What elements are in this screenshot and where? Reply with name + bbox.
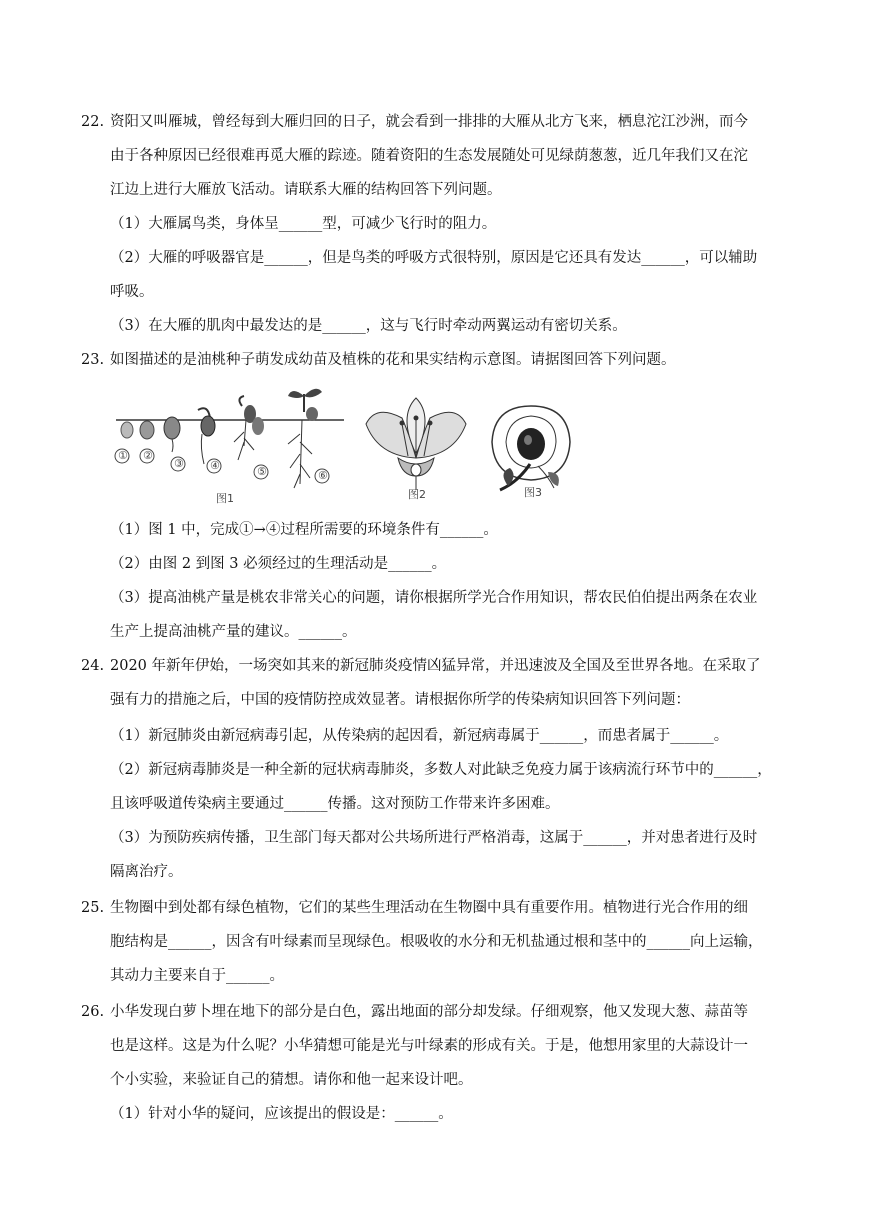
question-number: 24.	[81, 658, 105, 674]
question-stem-line: 由于各种原因已经很难再觅大雁的踪迹。随着资阳的生态发展随处可见绿荫葱葱，近几年我们又在沱	[110, 148, 748, 164]
figure-1-label-1: ①	[118, 449, 128, 462]
sub-question-1: （1）图 1 中，完成①→④过程所需要的环境条件有______。	[110, 522, 498, 538]
question-stem-line: 其动力主要来自于______。	[110, 968, 284, 984]
figure-1-label-4: ④	[210, 459, 220, 472]
sub-question-2: （2）新冠病毒肺炎是一种全新的冠状病毒肺炎，多数人对此缺乏免疫力属于该病流行环节中的______，	[110, 762, 772, 778]
figure-1-label-5: ⑤	[257, 465, 267, 478]
question-number: 25.	[81, 900, 105, 916]
figure-1-label-2: ②	[143, 449, 153, 462]
sub-question-2-cont: 呼吸。	[110, 284, 154, 300]
figure-3-fruit	[488, 402, 574, 506]
figure-1-germination	[112, 384, 348, 504]
sub-question-1: （1）大雁属鸟类，身体呈______型，可减少飞行时的阻力。	[110, 216, 497, 232]
question-number: 22.	[81, 114, 105, 130]
figure-2-caption: 图2	[408, 488, 426, 501]
sub-question-3: （3）提高油桃产量是桃农非常关心的问题，请你根据所学光合作用知识，帮农民伯伯提出两条在农业	[110, 590, 758, 606]
sub-question-3: （3）在大雁的肌肉中最发达的是______，这与飞行时牵动两翼运动有密切关系。	[110, 318, 627, 334]
sub-question-2-cont: 且该呼吸道传染病主要通过______传播。这对预防工作带来许多困难。	[110, 796, 560, 812]
sub-question-3: （3）为预防疾病传播，卫生部门每天都对公共场所进行严格消毒，这属于______，并对患者进行及时	[110, 830, 758, 846]
question-stem-line: 胞结构是______，因含有叶绿素而呈现绿色。根吸收的水分和无机盐通过根和茎中的______向上运输，	[110, 934, 763, 950]
question-stem-line: 个小实验，来验证自己的猜想。请你和他一起来设计吧。	[110, 1072, 473, 1088]
figure-1-caption: 图1	[216, 492, 234, 505]
question-stem-line: 小华发现白萝卜埋在地下的部分是白色，露出地面的部分却发绿。仔细观察，他又发现大葱、蒜苗等	[110, 1004, 748, 1020]
question-number: 26.	[81, 1004, 105, 1020]
question-stem-line: 2020 年新年伊始，一场突如其来的新冠肺炎疫情凶猛异常，并迅速波及全国及至世界各地。在采取了	[110, 658, 761, 674]
sub-question-3-cont: 生产上提高油桃产量的建议。______。	[110, 624, 357, 640]
sub-question-2: （2）由图 2 到图 3 必须经过的生理活动是______。	[110, 556, 447, 572]
figure-2-flower	[358, 396, 474, 506]
figure-3-caption: 图3	[524, 486, 542, 499]
sub-question-3-cont: 隔离治疗。	[110, 864, 183, 880]
question-stem-line: 如图描述的是油桃种子萌发成幼苗及植株的花和果实结构示意图。请据图回答下列问题。	[110, 352, 676, 368]
question-stem-line: 也是这样。这是为什么呢？小华猜想可能是光与叶绿素的形成有关。于是，他想用家里的大蒜设计一	[110, 1038, 748, 1054]
figure-1-label-6: ⑥	[318, 469, 328, 482]
question-stem-line: 江边上进行大雁放飞活动。请联系大雁的结构回答下列问题。	[110, 182, 502, 198]
sub-question-2: （2）大雁的呼吸器官是______，但是鸟类的呼吸方式很特别，原因是它还具有发达______，可以辅助	[110, 250, 758, 266]
question-stem-line: 生物圈中到处都有绿色植物，它们的某些生理活动在生物圈中具有重要作用。植物进行光合作用的细	[110, 900, 748, 916]
figure-1-label-3: ③	[174, 457, 184, 470]
sub-question-1: （1）新冠肺炎由新冠病毒引起，从传染病的起因看，新冠病毒属于______，而患者属于______。	[110, 728, 729, 744]
sub-question-1: （1）针对小华的疑问，应该提出的假设是：______。	[110, 1106, 453, 1122]
question-stem-line: 资阳又叫雁城，曾经每到大雁归回的日子，就会看到一排排的大雁从北方飞来，栖息沱江沙洲，而今	[110, 114, 748, 130]
question-number: 23.	[81, 352, 105, 368]
question-stem-line: 强有力的措施之后，中国的疫情防控成效显著。请根据你所学的传染病知识回答下列问题：	[110, 692, 690, 708]
